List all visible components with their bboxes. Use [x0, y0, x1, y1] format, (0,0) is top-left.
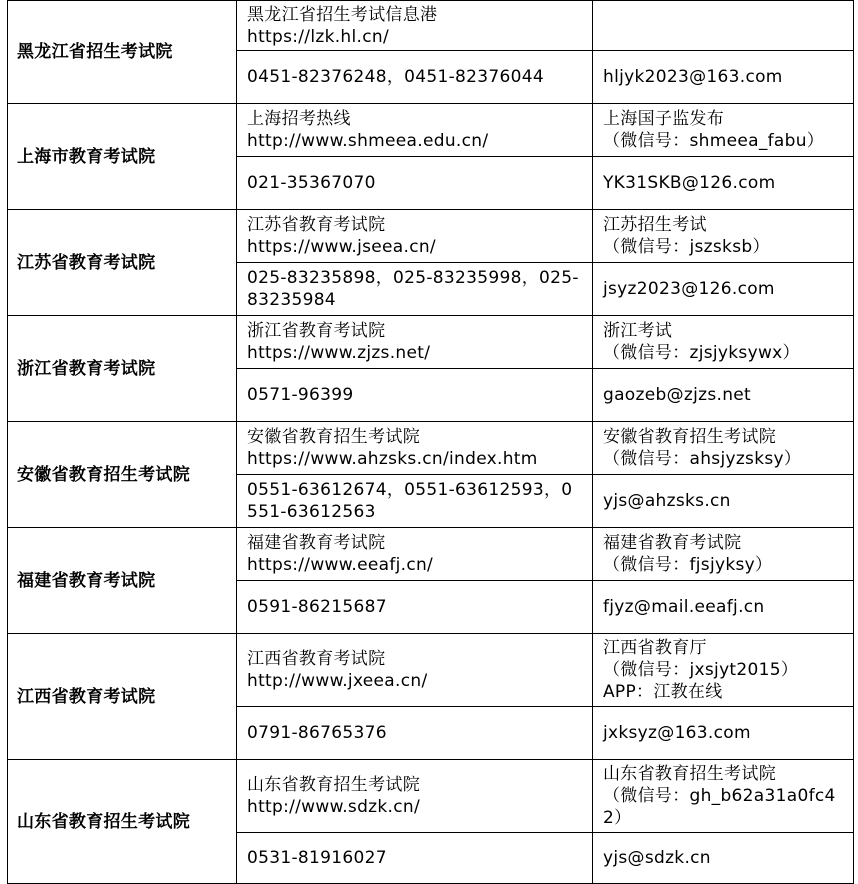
phone-number: 0591-86215687 [247, 597, 387, 617]
website-name: 安徽省教育招生考试院 [247, 427, 420, 447]
wechat-line: 江苏招生考试 [603, 215, 707, 235]
email-address[interactable]: hljyk2023@163.com [603, 67, 783, 87]
phone-cell [237, 581, 593, 634]
phone-cell [237, 263, 593, 316]
wechat-cell [593, 528, 854, 581]
contacts-table [7, 0, 854, 884]
website-name: 江西省教育考试院 [247, 649, 386, 669]
table-row [8, 760, 854, 833]
wechat-line: 江西省教育厅 [603, 638, 707, 658]
phone-number: 551-63612563 [247, 502, 376, 522]
website-link[interactable]: http://www.shmeea.edu.cn/ [247, 131, 489, 151]
wechat-line: 安徽省教育招生考试院 [603, 427, 776, 447]
wechat-line: APP：江教在线 [603, 682, 723, 702]
email-cell [593, 581, 854, 634]
website-link[interactable]: https://www.ahzsks.cn/index.htm [247, 449, 538, 469]
email-cell [593, 707, 854, 760]
website-name: 江苏省教育考试院 [247, 215, 386, 235]
phone-number: 0791-86765376 [247, 723, 387, 743]
table-row [8, 316, 854, 369]
wechat-line: 山东省教育招生考试院 [603, 764, 776, 784]
wechat-cell [593, 210, 854, 263]
website-name: 上海招考热线 [247, 109, 351, 129]
contacts-table-body [8, 1, 854, 884]
org-name-cell: 福建省教育考试院 [8, 528, 237, 634]
org-name-cell: 黑龙江省招生考试院 [8, 1, 237, 104]
wechat-cell [593, 760, 854, 833]
website-link[interactable]: https://www.eeafj.cn/ [247, 555, 434, 575]
email-address[interactable]: yjs@ahzsks.cn [603, 491, 731, 511]
phone-cell [237, 369, 593, 422]
org-name-cell: 江西省教育考试院 [8, 634, 237, 760]
table-row [8, 210, 854, 263]
email-address[interactable]: gaozeb@zjzs.net [603, 385, 752, 405]
email-cell [593, 369, 854, 422]
website-name: 黑龙江省招生考试信息港 [247, 4, 438, 25]
wechat-line: （微信号：zjsjyksywx） [603, 343, 800, 363]
wechat-line: （微信号：jxsjyt2015） [603, 660, 799, 680]
wechat-line: 上海国子监发布 [603, 109, 725, 129]
website-cell [237, 528, 593, 581]
org-name-cell: 上海市教育考试院 [8, 104, 237, 210]
wechat-line: 福建省教育考试院 [603, 533, 742, 553]
website-cell [237, 104, 593, 157]
phone-number: 0571-96399 [247, 385, 354, 405]
email-address[interactable]: jxksyz@163.com [603, 723, 751, 743]
email-cell [593, 475, 854, 528]
org-name-cell: 山东省教育招生考试院 [8, 760, 237, 884]
email-address[interactable]: yjs@sdzk.cn [603, 848, 711, 868]
org-name-cell: 江苏省教育考试院 [8, 210, 237, 316]
phone-cell [237, 51, 593, 104]
website-link[interactable]: http://www.sdzk.cn/ [247, 797, 421, 817]
website-name: 浙江省教育考试院 [247, 321, 386, 341]
table-row [8, 104, 854, 157]
website-cell [237, 760, 593, 833]
phone-number: 0531-81916027 [247, 848, 387, 868]
website-name: 山东省教育招生考试院 [247, 775, 420, 795]
website-cell [237, 316, 593, 369]
wechat-line: 2） [603, 808, 632, 828]
email-cell [593, 263, 854, 316]
wechat-line: 浙江考试 [603, 321, 673, 341]
table-row [8, 1, 854, 51]
phone-number: 83235984 [247, 290, 336, 310]
wechat-line: （微信号：gh_b62a31a0fc4 [603, 786, 836, 806]
website-cell [237, 1, 593, 51]
website-cell [237, 634, 593, 707]
phone-number: 0551-63612674，0551-63612593，0 [247, 480, 573, 500]
table-row [8, 528, 854, 581]
table-row [8, 422, 854, 475]
org-name-cell: 安徽省教育招生考试院 [8, 422, 237, 528]
org-name-cell: 浙江省教育考试院 [8, 316, 237, 422]
wechat-cell [593, 1, 854, 51]
wechat-cell [593, 104, 854, 157]
phone-cell [237, 157, 593, 210]
website-cell [237, 210, 593, 263]
wechat-cell [593, 422, 854, 475]
wechat-cell [593, 634, 854, 707]
wechat-line: （微信号：shmeea_fabu） [603, 131, 825, 151]
email-address[interactable]: fjyz@mail.eeafj.cn [603, 597, 765, 617]
email-cell [593, 833, 854, 884]
phone-number: 025-83235898，025-83235998，025- [247, 268, 579, 288]
email-address[interactable]: jsyz2023@126.com [603, 279, 775, 299]
website-cell [237, 422, 593, 475]
website-link[interactable]: https://www.jseea.cn/ [247, 237, 436, 257]
phone-cell [237, 707, 593, 760]
website-link[interactable]: https://www.zjzs.net/ [247, 343, 431, 363]
website-link[interactable]: https://lzk.hl.cn/ [247, 26, 389, 47]
email-cell [593, 51, 854, 104]
phone-cell [237, 833, 593, 884]
website-link[interactable]: http://www.jxeea.cn/ [247, 671, 428, 691]
email-cell [593, 157, 854, 210]
phone-number: 0451-82376248，0451-82376044 [247, 67, 544, 87]
phone-cell [237, 475, 593, 528]
table-row [8, 634, 854, 707]
email-address[interactable]: YK31SKB@126.com [603, 173, 776, 193]
wechat-line: （微信号：jszsksb） [603, 237, 770, 257]
website-name: 福建省教育考试院 [247, 533, 386, 553]
wechat-line: （微信号：ahsjyzsksy） [603, 449, 802, 469]
phone-number: 021-35367070 [247, 173, 376, 193]
wechat-cell [593, 316, 854, 369]
wechat-line: （微信号：fjsjyksy） [603, 555, 773, 575]
